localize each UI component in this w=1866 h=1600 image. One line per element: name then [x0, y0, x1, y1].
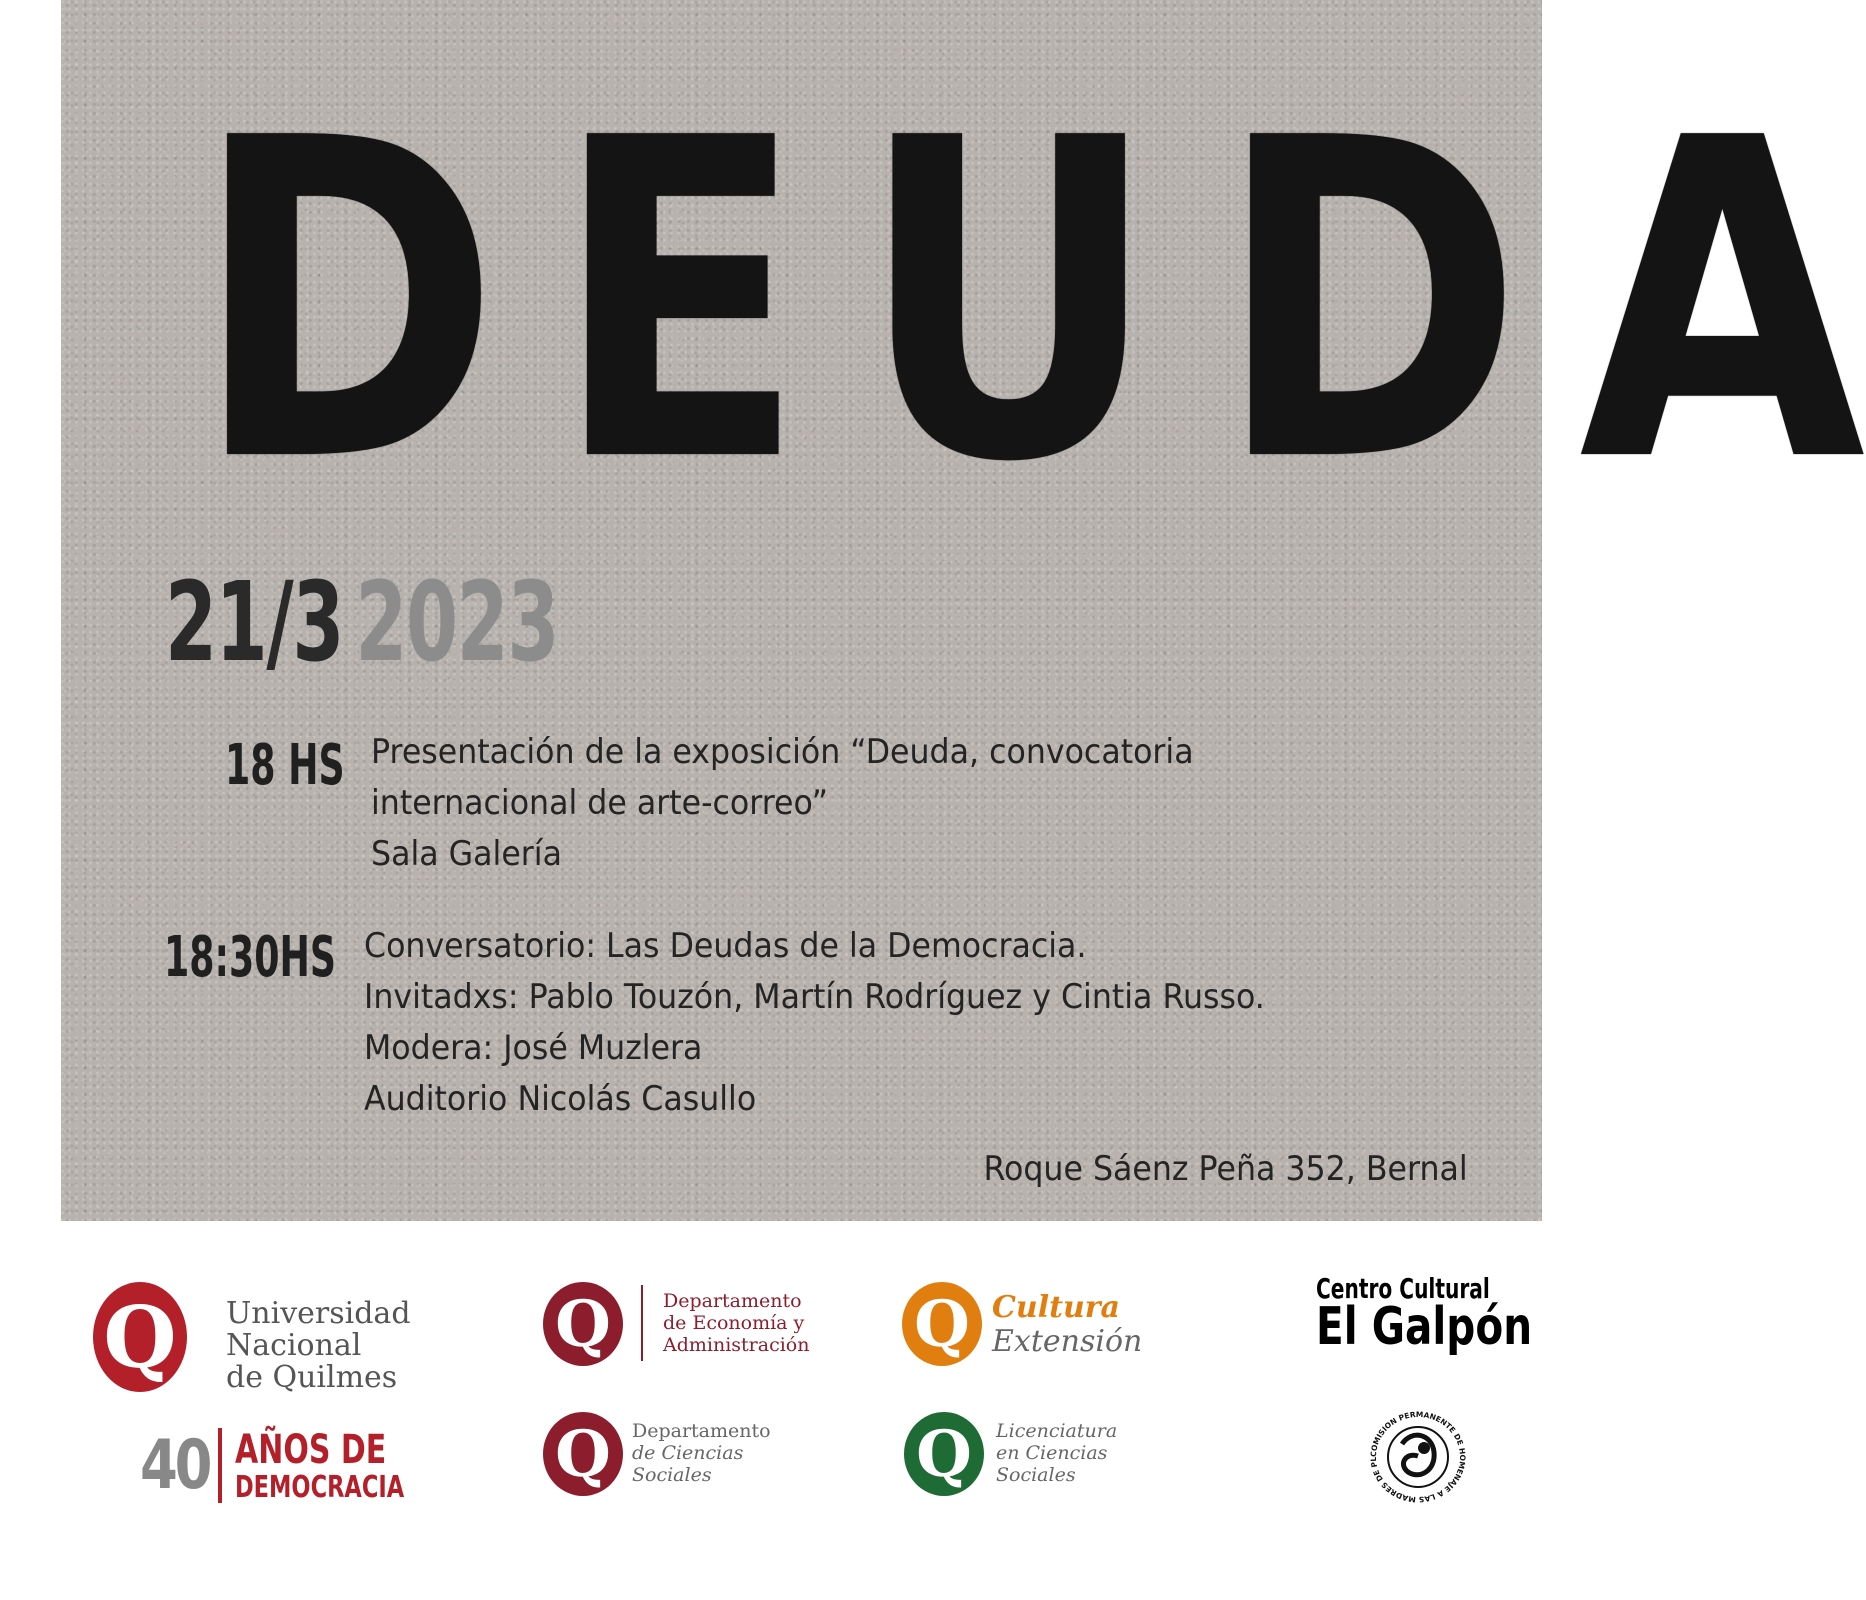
date-day: 21/3 — [165, 558, 344, 686]
svg-text:COMISION PERMANENTE DE HOMENAJ: COMISION PERMANENTE DE HOMENAJE A LAS MADRES DE PL — [1368, 1409, 1468, 1505]
madres-plaza-de-mayo-seal — [1362, 1404, 1474, 1510]
licenciatura-q-icon: Q — [904, 1412, 984, 1496]
date-year: 2023 — [355, 558, 559, 686]
event2-time: 18:30HS — [164, 925, 336, 990]
event1-location: Sala Galería — [371, 834, 562, 874]
seal-icon — [1362, 1404, 1474, 1510]
event1-line: internacional de arte-correo” — [371, 783, 829, 823]
event2-moderator: Modera: José Muzlera — [364, 1028, 703, 1068]
title-letter: D — [193, 46, 501, 558]
anios-number: 40 — [140, 1426, 210, 1505]
title-letter: A — [1579, 46, 1866, 558]
event1-time: 18 HS — [225, 733, 345, 798]
economia-divider — [641, 1285, 643, 1361]
anios-line1: AÑOS DE — [235, 1427, 387, 1473]
cultura-line1: Cultura — [992, 1290, 1120, 1325]
sociales-line: de Ciencias — [632, 1442, 744, 1464]
event2-line: Conversatorio: Las Deudas de la Democracia. — [364, 926, 1087, 966]
sociales-q-icon: Q — [543, 1412, 623, 1496]
title-letter: U — [858, 46, 1159, 558]
anios-divider — [218, 1428, 222, 1503]
galpon-logo — [1314, 1272, 1533, 1357]
anios-line2: DEMOCRACIA — [235, 1470, 405, 1505]
unq-q-icon: Q — [93, 1282, 187, 1392]
event2-description — [364, 921, 1265, 1125]
economia-q-icon: Q — [543, 1282, 623, 1366]
cultura-line2: Extensión — [992, 1324, 1143, 1359]
unq-line: Nacional — [226, 1328, 362, 1363]
poster-background — [61, 0, 1866, 1221]
event-address: Roque Sáenz Peña 352, Bernal — [983, 1149, 1468, 1189]
title-letter: D — [1216, 46, 1524, 558]
event1-line: Presentación de la exposición “Deuda, convocatoria — [371, 732, 1194, 772]
economia-line: de Economía y — [663, 1312, 805, 1334]
galpon-line1: Centro Cultural — [1316, 1272, 1490, 1305]
licenciatura-line: Sociales — [996, 1464, 1076, 1486]
licenciatura-line: en Ciencias — [996, 1442, 1108, 1464]
licenciatura-line: Licenciatura — [996, 1420, 1118, 1442]
title-letter: E — [553, 46, 806, 558]
economia-line: Administración — [663, 1334, 810, 1356]
event1-description — [371, 727, 1194, 880]
galpon-line2: El Galpón — [1316, 1297, 1533, 1357]
sociales-line: Sociales — [632, 1464, 712, 1486]
event2-guests: Invitadxs: Pablo Touzón, Martín Rodríguez y Cintia Russo. — [364, 977, 1265, 1017]
poster-title — [164, 46, 1866, 558]
event-date — [165, 558, 559, 686]
event2-location: Auditorio Nicolás Casullo — [364, 1079, 757, 1119]
unq-line: de Quilmes — [226, 1360, 398, 1395]
cultura-q-icon: Q — [902, 1282, 982, 1366]
economia-line: Departamento — [663, 1290, 802, 1312]
unq-line: Universidad — [226, 1296, 411, 1331]
sociales-line: Departamento — [632, 1420, 771, 1442]
